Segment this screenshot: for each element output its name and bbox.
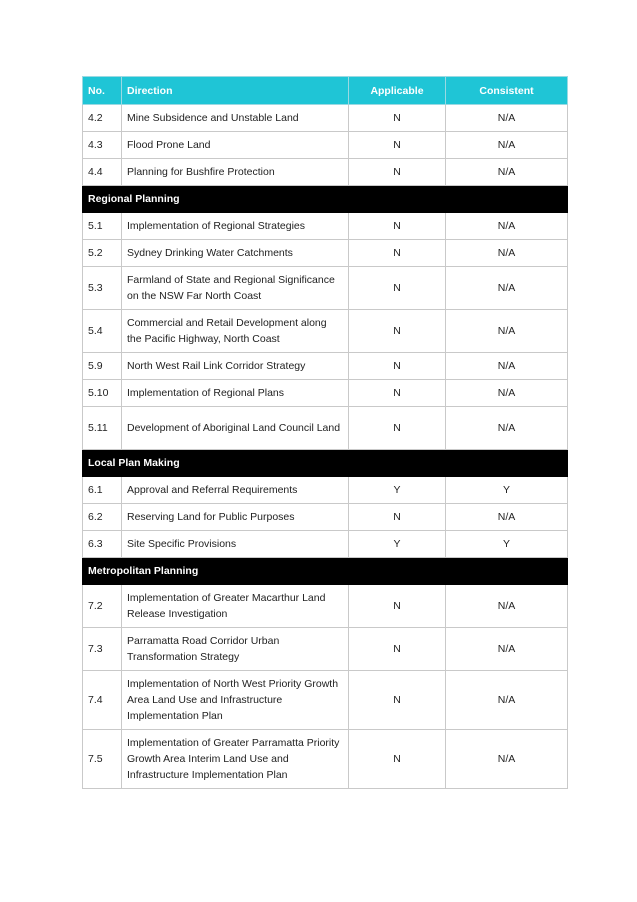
cell-direction: Mine Subsidence and Unstable Land [122, 105, 349, 132]
directions-table [82, 76, 568, 789]
table-row [83, 585, 568, 628]
table-row [83, 159, 568, 186]
table-header-row [83, 77, 568, 105]
cell-direction: Site Specific Provisions [122, 531, 349, 558]
table-row [83, 671, 568, 730]
table-row [83, 477, 568, 504]
cell-direction: Flood Prone Land [122, 132, 349, 159]
cell-direction: Parramatta Road Corridor Urban Transformation Strategy [122, 628, 349, 671]
table-row [83, 504, 568, 531]
cell-consistent: N/A [446, 267, 568, 310]
cell-direction: Sydney Drinking Water Catchments [122, 240, 349, 267]
cell-applicable: N [349, 628, 446, 671]
table-row [83, 531, 568, 558]
table-row [83, 407, 568, 450]
section-row-local-plan-making [83, 450, 568, 477]
section-heading: Metropolitan Planning [83, 558, 568, 585]
cell-no: 7.2 [83, 585, 122, 628]
cell-consistent: N/A [446, 628, 568, 671]
cell-no: 7.5 [83, 730, 122, 789]
section-row-metropolitan-planning [83, 558, 568, 585]
section-heading: Local Plan Making [83, 450, 568, 477]
cell-no: 5.1 [83, 213, 122, 240]
cell-no: 6.1 [83, 477, 122, 504]
table-row [83, 628, 568, 671]
table-row [83, 132, 568, 159]
cell-no: 5.10 [83, 380, 122, 407]
cell-consistent: N/A [446, 310, 568, 353]
cell-direction: Implementation of Greater Macarthur Land Release Investigation [122, 585, 349, 628]
table-row [83, 105, 568, 132]
cell-no: 4.3 [83, 132, 122, 159]
cell-consistent: N/A [446, 213, 568, 240]
table-row [83, 730, 568, 789]
table-row [83, 353, 568, 380]
cell-consistent: Y [446, 531, 568, 558]
cell-applicable: N [349, 267, 446, 310]
cell-direction: North West Rail Link Corridor Strategy [122, 353, 349, 380]
cell-consistent: N/A [446, 240, 568, 267]
cell-no: 5.9 [83, 353, 122, 380]
header-direction: Direction [122, 77, 349, 105]
cell-no: 4.2 [83, 105, 122, 132]
cell-applicable: N [349, 353, 446, 380]
cell-consistent: N/A [446, 105, 568, 132]
header-no: No. [83, 77, 122, 105]
cell-direction: Development of Aboriginal Land Council Land [122, 407, 349, 450]
cell-applicable: N [349, 105, 446, 132]
cell-no: 4.4 [83, 159, 122, 186]
cell-direction: Commercial and Retail Development along the Pacific Highway, North Coast [122, 310, 349, 353]
cell-direction: Implementation of Greater Parramatta Priority Growth Area Interim Land Use and Infrastructure Implementation Plan [122, 730, 349, 789]
cell-applicable: N [349, 504, 446, 531]
cell-no: 5.2 [83, 240, 122, 267]
cell-direction: Farmland of State and Regional Significance on the NSW Far North Coast [122, 267, 349, 310]
cell-applicable: N [349, 671, 446, 730]
section-heading: Regional Planning [83, 186, 568, 213]
cell-consistent: N/A [446, 671, 568, 730]
cell-applicable: N [349, 132, 446, 159]
cell-applicable: N [349, 159, 446, 186]
table-row [83, 213, 568, 240]
cell-no: 5.4 [83, 310, 122, 353]
directions-table-container [82, 76, 567, 789]
table-row [83, 310, 568, 353]
cell-applicable: N [349, 407, 446, 450]
cell-applicable: N [349, 730, 446, 789]
cell-direction: Approval and Referral Requirements [122, 477, 349, 504]
table-row [83, 267, 568, 310]
cell-direction: Implementation of Regional Plans [122, 380, 349, 407]
cell-consistent: N/A [446, 730, 568, 789]
table-row [83, 240, 568, 267]
header-applicable: Applicable [349, 77, 446, 105]
section-row-regional-planning [83, 186, 568, 213]
cell-consistent: N/A [446, 585, 568, 628]
cell-direction: Implementation of North West Priority Growth Area Land Use and Infrastructure Implementation Plan [122, 671, 349, 730]
cell-consistent: N/A [446, 132, 568, 159]
cell-direction: Reserving Land for Public Purposes [122, 504, 349, 531]
cell-applicable: N [349, 240, 446, 267]
cell-consistent: N/A [446, 407, 568, 450]
table-row [83, 380, 568, 407]
cell-consistent: Y [446, 477, 568, 504]
cell-consistent: N/A [446, 380, 568, 407]
cell-applicable: Y [349, 531, 446, 558]
cell-applicable: N [349, 585, 446, 628]
cell-no: 6.3 [83, 531, 122, 558]
cell-no: 6.2 [83, 504, 122, 531]
cell-no: 7.4 [83, 671, 122, 730]
cell-consistent: N/A [446, 353, 568, 380]
cell-direction: Planning for Bushfire Protection [122, 159, 349, 186]
header-consistent: Consistent [446, 77, 568, 105]
cell-applicable: N [349, 380, 446, 407]
cell-consistent: N/A [446, 159, 568, 186]
cell-no: 5.3 [83, 267, 122, 310]
cell-applicable: N [349, 310, 446, 353]
cell-no: 5.11 [83, 407, 122, 450]
cell-applicable: N [349, 213, 446, 240]
cell-applicable: Y [349, 477, 446, 504]
cell-no: 7.3 [83, 628, 122, 671]
cell-direction: Implementation of Regional Strategies [122, 213, 349, 240]
cell-consistent: N/A [446, 504, 568, 531]
